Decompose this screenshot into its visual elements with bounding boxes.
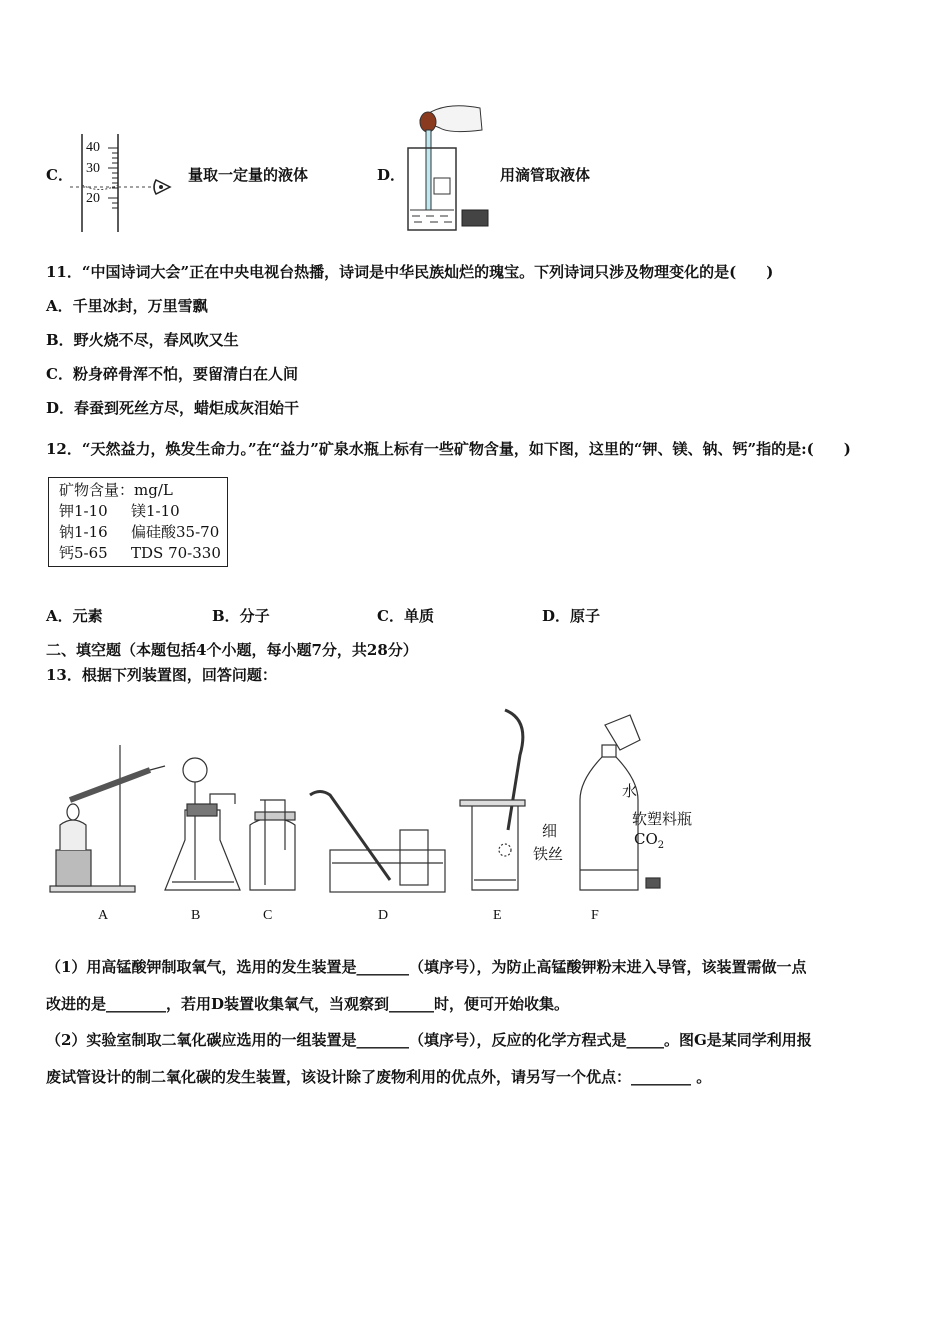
q10-option-d-text: 用滴管取液体 [500, 166, 591, 184]
label-fine: 细 [542, 822, 558, 840]
mineral-table-row [59, 501, 227, 522]
mineral-cell: 偏硅酸35-70 [131, 523, 220, 541]
dropper-bottle-figure [400, 100, 495, 235]
cylinder-tick-20: 20 [86, 191, 100, 206]
q12-option-a: A．元素 [46, 607, 103, 625]
apparatus-label-d: D [378, 908, 389, 923]
label-co2-text: CO [634, 830, 658, 848]
q13-part1-line2: 改进的是________，若用D装置收集氧气，当观察到______时，便可开始收集。 [46, 995, 570, 1013]
q12-option-c: C．单质 [377, 607, 434, 625]
q13-part2-line2: 废试管设计的制二氧化碳的发生装置，该设计除了废物利用的优点外，请另写一个优点：________ 。 [46, 1068, 712, 1086]
apparatus-label-a: A [98, 908, 109, 923]
q10-option-d-letter: D． [377, 166, 406, 184]
q11-stem: 11．“中国诗词大会”正在中央电视台热播，诗词是中华民族灿烂的瑰宝。下列诗词只涉及物理变化的是( ) [46, 263, 774, 281]
label-iron-wire: 铁丝 [533, 845, 564, 863]
apparatus-e [460, 710, 525, 890]
apparatus-label-b: B [191, 908, 201, 923]
apparatus-f [580, 715, 660, 890]
q12-option-d: D．原子 [542, 607, 601, 625]
mineral-table-title: 矿物含量：mg/L [59, 481, 173, 499]
q13-stem: 13．根据下列装置图，回答问题： [46, 666, 277, 684]
q13-part2-line1: （2）实验室制取二氧化碳应选用的一组装置是_______（填序号），反应的化学方程式是_____。图G是某同学利用报 [46, 1031, 812, 1049]
mineral-cell: 钾1-10 [59, 502, 108, 520]
q12-option-b: B．分子 [212, 607, 270, 625]
cylinder-tick-40: 40 [86, 140, 100, 155]
mineral-table-row [59, 543, 227, 564]
q10-option-c-text: 量取一定量的液体 [188, 166, 309, 184]
label-co2 [634, 830, 664, 851]
mineral-cell: 钙5-65 [59, 544, 108, 562]
label-soft-plastic-bottle: 软塑料瓶 [632, 810, 693, 828]
apparatus-label-f: F [591, 908, 599, 923]
apparatus-a [50, 745, 165, 892]
label-co2-subscript: 2 [657, 840, 665, 851]
q11-option-d: D．春蚕到死丝方尽，蜡炬成灰泪始干 [46, 399, 300, 417]
mineral-cell: 镁1-10 [131, 502, 180, 520]
apparatus-label-c: C [263, 908, 273, 923]
lab-apparatus-figure [40, 700, 720, 920]
mineral-cell: 钠1-16 [59, 523, 108, 541]
apparatus-label-e: E [493, 908, 502, 923]
q10-option-c-letter: C． [46, 166, 73, 184]
label-water: 水 [622, 782, 638, 800]
q12-stem: 12．“天然益力，焕发生命力。”在“益力”矿泉水瓶上标有一些矿物含量，如下图，这里的“钾、镁、钠、钙”指的是:( ) [46, 440, 851, 458]
mineral-cell: TDS 70-330 [131, 544, 221, 562]
apparatus-d [310, 792, 445, 893]
q11-option-b: B．野火烧不尽，春风吹又生 [46, 331, 239, 349]
q13-part1-line1: （1）用高锰酸钾制取氧气，选用的发生装置是_______（填序号），为防止高锰酸钾粉末进入导管，该装置需做一点 [46, 958, 807, 976]
q11-option-c: C．粉身碎骨浑不怕，要留清白在人间 [46, 365, 298, 383]
section-2-heading: 二、填空题（本题包括4个小题，每小题7分，共28分） [46, 641, 418, 659]
apparatus-b [165, 758, 240, 890]
q11-option-a: A．千里冰封，万里雪飘 [46, 297, 208, 315]
apparatus-c [250, 800, 295, 890]
mineral-content-table [48, 477, 228, 567]
cylinder-tick-30: 30 [86, 161, 100, 176]
mineral-table-row [59, 522, 227, 543]
